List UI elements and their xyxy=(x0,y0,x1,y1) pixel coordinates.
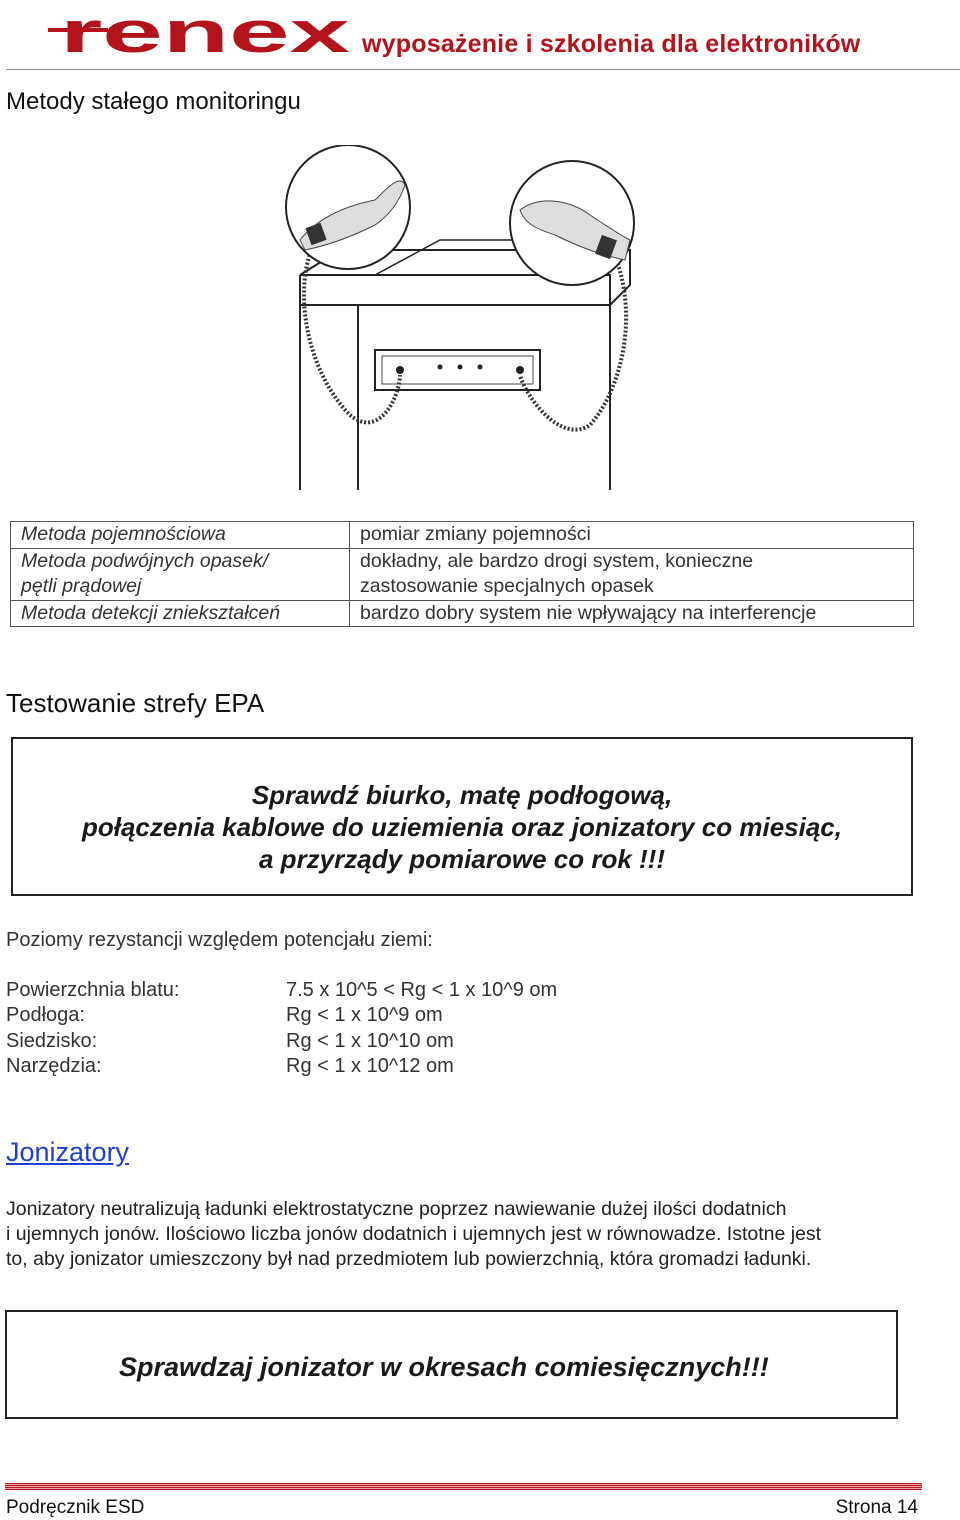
monitoring-methods-table xyxy=(10,521,914,627)
paragraph-line: Jonizatory neutralizują ładunki elektrostatyczne poprzez nawiewanie dużej ilości dodatnich xyxy=(6,1198,787,1220)
level-label: Podłoga: xyxy=(6,1004,85,1027)
header-divider xyxy=(6,69,960,70)
notice-line: Sprawdź biurko, matę podłogową, xyxy=(251,780,673,810)
method-cell: Metoda detekcji zniekształceń xyxy=(11,600,350,627)
level-value: Rg < 1 x 10^12 om xyxy=(286,1054,454,1077)
level-value: Rg < 1 x 10^9 om xyxy=(286,1004,443,1027)
page-header xyxy=(0,0,960,72)
notice-line: połączenia kablowe do uziemienia oraz jonizatory co miesiąc, xyxy=(81,812,842,842)
level-label: Siedzisko: xyxy=(6,1029,98,1052)
method-cell: Metoda pojemnościowa xyxy=(11,522,350,549)
renex-logo xyxy=(48,6,353,58)
level-label: Powierzchnia blatu: xyxy=(6,979,180,1001)
description-cell: dokładny, ale bardzo drogi system, konieczne zastosowanie specjalnych opasek xyxy=(350,548,914,600)
section-title-epa: Testowanie strefy EPA xyxy=(6,688,265,718)
workstation-illustration xyxy=(280,145,650,495)
resistance-levels-title: Poziomy rezystancji względem potencjału ziemi: xyxy=(6,929,433,951)
paragraph-line: i ujemnych jonów. Ilościowo liczba jonów dodatnich i ujemnych jest w równowadze. Istotne jest xyxy=(6,1223,822,1245)
paragraph-line: to, aby jonizator umieszczony był nad przedmiotem lub powierzchnią, która gromadzi ładunki. xyxy=(6,1248,812,1270)
ionizers-heading-link[interactable]: Jonizatory xyxy=(6,1137,130,1167)
description-cell: bardzo dobry system nie wpływający na interferencje xyxy=(350,600,914,627)
notice-text: Sprawdzaj jonizator w okresach comiesięcznych!!! xyxy=(119,1352,769,1382)
monthly-check-notice xyxy=(11,737,913,896)
level-value: 7.5 x 10^5 < Rg < 1 x 10^9 om xyxy=(286,979,558,1001)
ionizers-paragraph xyxy=(6,1197,918,1272)
table-row xyxy=(11,548,914,600)
section-title-monitoring: Metody stałego monitoringu xyxy=(6,88,301,115)
notice-line: a przyrządy pomiarowe co rok !!! xyxy=(259,844,665,874)
table-row xyxy=(11,600,914,627)
description-cell: pomiar zmiany pojemności xyxy=(350,522,914,549)
level-value: Rg < 1 x 10^10 om xyxy=(286,1029,454,1052)
ionizer-check-notice xyxy=(5,1310,898,1419)
header-tagline: wyposażenie i szkolenia dla elektroników xyxy=(362,30,861,58)
table-row xyxy=(11,522,914,549)
footer-page-number: Strona 14 xyxy=(835,1497,918,1518)
footer-document-title: Podręcznik ESD xyxy=(6,1497,145,1518)
level-label: Narzędzia: xyxy=(6,1054,102,1077)
svg-text:renex: renex xyxy=(60,6,350,58)
footer-divider xyxy=(5,1483,922,1490)
method-cell: Metoda podwójnych opasek/ pętli prądowej xyxy=(11,548,350,600)
